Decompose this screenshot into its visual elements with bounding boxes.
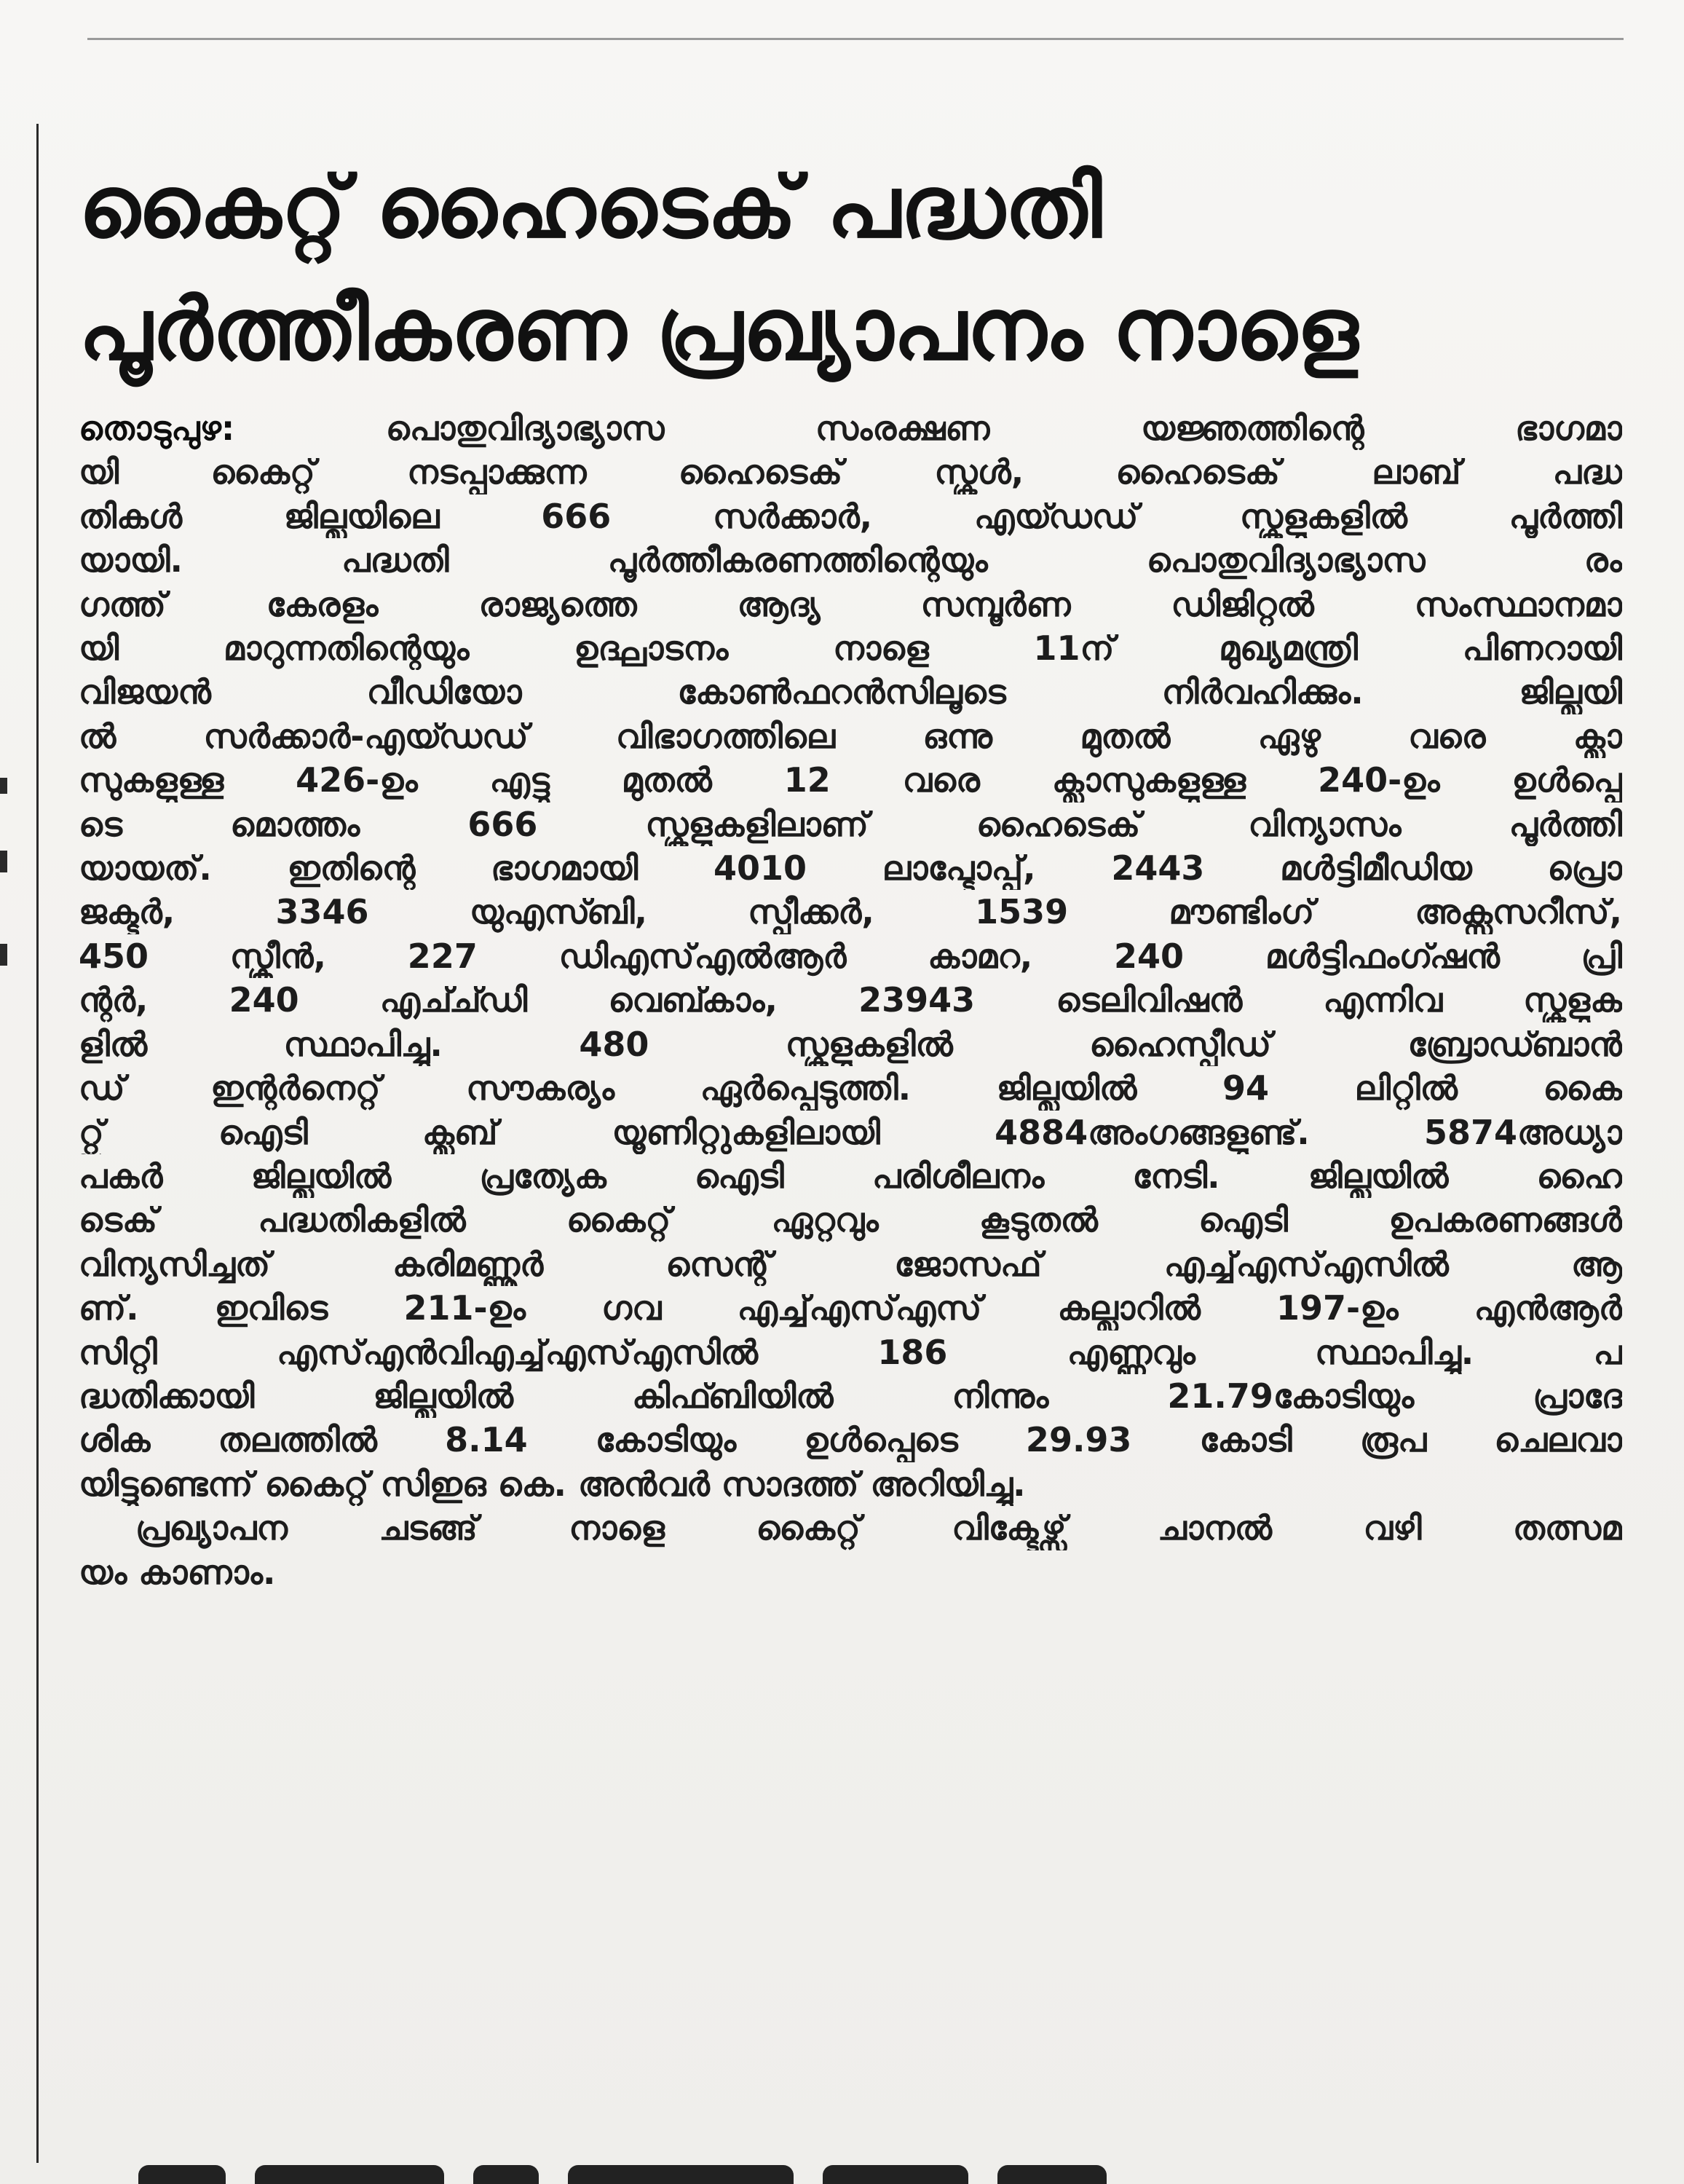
body-line: ഗത്ത് കേരളം രാജ്യത്തെ ആദ്യ സമ്പൂർണ ഡിജിറ്റൽ സംസ്ഥാനമാ (79, 584, 1622, 624)
body-line: യായത്. ഇതിന്റെ ഭാഗമായി 4010 ലാപ്ടോപ്പ്, 2443 മൾട്ടിമീഡിയ പ്രൊ (79, 848, 1622, 888)
body-line: യി മാറുന്നതിന്റെയും ഉദ്ഘാടനം നാളെ 11ന് മുഖ്യമന്ത്രി പിണറായി (79, 628, 1622, 669)
body-line: വിജയൻ വീഡിയോ കോൺഫറൻസിലൂടെ നിർവഹിക്കും. ജില്ലയി (79, 672, 1622, 712)
body-line: ജക്ടർ, 3346 യുഎസ്ബി, സ്പീക്കർ, 1539 മൗണ്ടിംഗ് അക്സസറീസ്, (79, 892, 1622, 932)
body-line: ണ്. ഇവിടെ 211-ഉം ഗവ എച്ച്എസ്എസ് കല്ലാറിൽ 197-ഉം എൻആർ (79, 1288, 1622, 1328)
body-line: വിന്യസിച്ചത് കരിമണ്ണൂർ സെന്റ് ജോസഫ് എച്ച്എസ്എസിൽ ആ (79, 1244, 1622, 1284)
body-line: യിട്ടുണ്ടെന്ന് കൈറ്റ് സിഇഒ കെ. അൻവർ സാദത്ത് അറിയിച്ചു. (79, 1464, 1026, 1504)
edge-mark (0, 851, 7, 872)
headline-line: കൈറ്റ് ഹൈടെക് പദ്ധതി (79, 157, 1102, 257)
body-line: യായി. പദ്ധതി പൂർത്തീകരണത്തിന്റെയും പൊതുവിദ്യാഭ്യാസ രം (79, 540, 1622, 580)
article-body (79, 406, 1622, 1594)
dateline: തൊടുപുഴ: (79, 409, 235, 448)
body-line: ദ്ധതിക്കായി ജില്ലയിൽ കിഫ്ബിയിൽ നിന്നും 21.79കോടിയും പ്രാദേ (79, 1376, 1622, 1416)
body-line: ഡ് ഇന്റർനെറ്റ് സൗകര്യം ഏർപ്പെടുത്തി. ജില്ലയിൽ 94 ലിറ്റിൽ കൈ (79, 1068, 1622, 1108)
headline-line: പൂർത്തീകരണ പ്രഖ്യാപനം നാളെ (79, 279, 1359, 379)
body-line: യി കൈറ്റ് നടപ്പാക്കുന്ന ഹൈടെക് സ്കൂൾ, ഹൈടെക് ലാബ് പദ്ധ (79, 452, 1622, 492)
top-column-rule (87, 38, 1624, 40)
body-line (79, 406, 1622, 450)
body-line: 450 സ്ക്രീൻ, 227 ഡിഎസ്എൽആർ കാമറ, 240 മൾട്ടിഫംഗ്ഷൻ പ്രി (79, 936, 1622, 976)
body-line: ൽ സർക്കാർ-എയ്ഡഡ് വിഭാഗത്തിലെ ഒന്നു മുതൽ ഏഴു വരെ ക്ലാ (79, 716, 1622, 756)
body-line: സിറ്റി എസ്എൻവിഎച്ച്എസ്എസിൽ 186 എണ്ണവും സ്ഥാപിച്ചു. പ (79, 1332, 1622, 1372)
body-line: സുകളുള്ള 426-ഉം എട്ടു മുതൽ 12 വരെ ക്ലാസുകളുള്ള 240-ഉം ഉൾപ്പെ (79, 760, 1622, 800)
body-line: പകർ ജില്ലയിൽ പ്രത്യേക ഐടി പരിശീലനം നേടി. ജില്ലയിൽ ഹൈ (79, 1156, 1622, 1196)
body-line: ന്റർ, 240 എച്ച്ഡി വെബ്കാം, 23943 ടെലിവിഷൻ എന്നിവ സ്കൂളുക (79, 980, 1622, 1020)
edge-mark (0, 778, 7, 794)
body-line: പ്രഖ്യാപന ചടങ്ങ് നാളെ കൈറ്റ് വിക്ടേഴ്സ് ചാനൽ വഴി തത്സമ (135, 1508, 1622, 1548)
body-line: റ്റ്സ് ഐടി ക്ലബ് യൂണിറ്റുകളിലായി 4884അംഗങ്ങളുണ്ട്. 5874അധ്യാ (79, 1112, 1622, 1152)
body-line: ശിക തലത്തിൽ 8.14 കോടിയും ഉൾപ്പെടെ 29.93 കോടി രൂപ ചെലവാ (79, 1420, 1622, 1460)
news-article (79, 146, 1622, 1594)
body-line: ടെ മൊത്തം 666 സ്കൂളുകളിലാണ് ഹൈടെക് വിന്യാസം പൂർത്തി (79, 804, 1622, 844)
body-line: യം കാണാം. (79, 1552, 276, 1592)
left-column-rule (36, 124, 39, 2163)
body-line: ടെക് പദ്ധതികളിൽ കൈറ്റ് ഏറ്റവും കൂടുതൽ ഐടി ഉപകരണങ്ങൾ (79, 1200, 1622, 1240)
edge-mark (0, 944, 7, 966)
article-headline (79, 146, 1622, 390)
body-line-text: പൊതുവിദ്യാഭ്യാസ സംരക്ഷണ യജ്ഞത്തിന്റെ ഭാഗമാ (234, 409, 1622, 448)
body-line: തികൾ ജില്ലയിലെ 666 സർക്കാർ, എയ്ഡഡ് സ്കൂളുകളിൽ പൂർത്തി (79, 496, 1622, 536)
body-line: ളിൽ സ്ഥാപിച്ചു. 480 സ്കൂളുകളിൽ ഹൈസ്പീഡ് ബ്രോഡ്ബാൻ (79, 1024, 1622, 1064)
cut-off-next-headline (138, 2152, 1340, 2184)
